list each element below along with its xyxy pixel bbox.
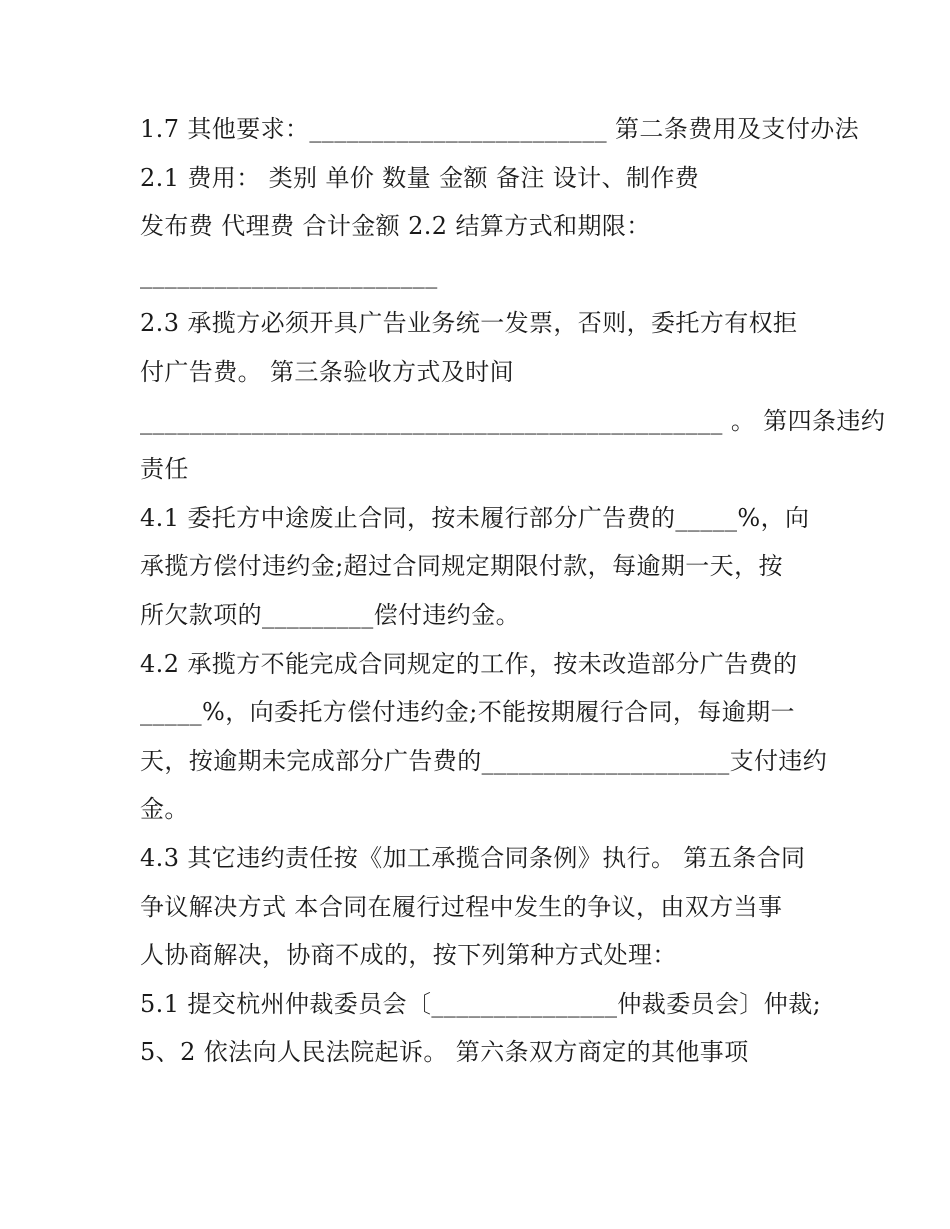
text-line-6: 付广告费。 第三条验收方式及时间 — [140, 357, 515, 386]
text-line-4: ________________________ — [140, 260, 438, 289]
text-line-20: 5、2 依法向人民法院起诉。 第六条双方商定的其他事项 — [140, 1038, 749, 1067]
text-line-16: 4.3 其它违约责任按《加工承揽合同条例》执行。 第五条合同 — [140, 843, 806, 872]
text-line-3: 发布费 代理费 合计金额 2.2 结算方式和期限： — [140, 212, 651, 241]
text-line-18: 人协商解决，协商不成的，按下列第种方式处理： — [140, 941, 677, 970]
text-line-8: 责任 — [140, 455, 189, 484]
text-line-9: 4.1 委托方中途废止合同，按未履行部分广告费的_____%，向 — [140, 503, 810, 532]
text-line-19: 5.1 提交杭州仲裁委员会〔_______________仲裁委员会〕仲裁; — [140, 989, 822, 1018]
text-line-14: 天，按逾期未完成部分广告费的____________________支付违约 — [140, 746, 828, 775]
text-line-12: 4.2 承揽方不能完成合同规定的工作，按未改造部分广告费的 — [140, 649, 798, 678]
contract-text — [140, 105, 886, 1077]
text-line-10: 承揽方偿付违约金;超过合同规定期限付款，每逾期一天，按 — [140, 552, 783, 581]
text-line-17: 争议解决方式 本合同在履行过程中发生的争议，由双方当事 — [140, 892, 783, 921]
text-line-2: 2.1 费用： 类别 单价 数量 金额 备注 设计、制作费 — [140, 163, 700, 192]
text-line-15: 金。 — [140, 795, 189, 824]
text-line-7: _______________________________________________ 。 第四条违约 — [140, 406, 886, 435]
text-line-11: 所欠款项的_________偿付违约金。 — [140, 600, 520, 629]
text-line-1: 1.7 其他要求：________________________ 第二条费用及支付办法 — [140, 115, 860, 143]
text-line-5: 2.3 承揽方必须开具广告业务统一发票，否则，委托方有权拒 — [140, 309, 798, 338]
text-line-13: _____%，向委托方偿付违约金;不能按期履行合同，每逾期一 — [140, 698, 795, 727]
